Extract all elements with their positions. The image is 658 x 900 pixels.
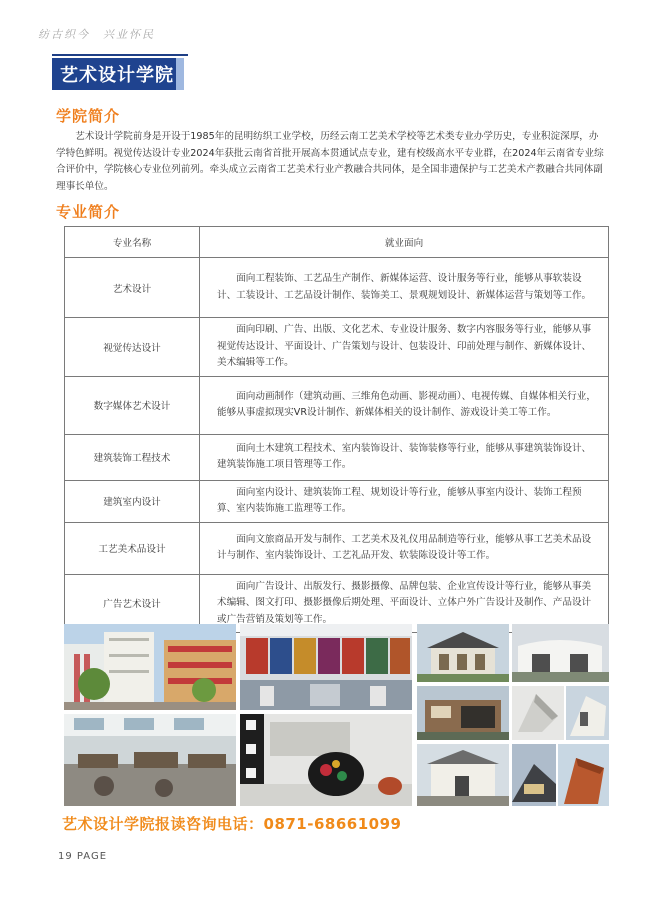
photo-workshop — [64, 714, 236, 806]
photo-exhibition-hall — [240, 624, 412, 710]
major-name: 视觉传达设计 — [65, 318, 200, 377]
photo-architecture-3 — [417, 686, 509, 740]
major-name: 建筑室内设计 — [65, 480, 200, 522]
table-row — [65, 434, 609, 480]
photo-ceramic-display — [240, 714, 412, 806]
photo-architecture-2 — [512, 624, 609, 682]
intro-text: 艺术设计学院前身是开设于1985年的昆明纺织工业学校，历经云南工艺美术学校等艺术类专业办学历史，专业积淀深厚，办学特色鲜明。视觉传达设计专业2024年获批云南省首批开展高本贯通试点专业，建有校级高水平专业群，在2024年云南省专业综合评价中，学院核心专业位列前列。牵头成立云南省工艺美术行业产教融合共同体，是全国非遗保护与工艺美术产教融合共同体副理事长单位。 — [56, 131, 604, 192]
major-name: 艺术设计 — [65, 258, 200, 318]
photo-architecture-6 — [417, 744, 509, 806]
photo-architecture-7 — [512, 744, 556, 806]
col-header-direction: 就业面向 — [200, 227, 609, 258]
table-row — [65, 376, 609, 434]
photo-architecture-5 — [566, 686, 609, 740]
major-name: 数字媒体艺术设计 — [65, 376, 200, 434]
college-title: 艺术设计学院 — [60, 65, 174, 86]
photo-campus-building — [64, 624, 236, 710]
major-desc: 面向广告设计、出版发行、摄影摄像、品牌包装、企业宣传设计等行业，能够从事美术编辑、图文打印、摄影摄像后期处理、平面设计、立体户外广告设计及制作、产品设计或广告营销及策划等工作。 — [200, 574, 609, 633]
major-desc: 面向动画制作（建筑动画、三维角色动画、影视动画）、电视传媒、自媒体相关行业，能够从事虚拟现实VR设计制作、新媒体相关的设计制作、游戏设计美工等工作。 — [200, 376, 609, 434]
photo-architecture-4 — [512, 686, 564, 740]
consultation-phone: 艺术设计学院报读咨询电话：0871-68661099 — [62, 815, 402, 833]
page-number: 19 PAGE — [58, 851, 108, 862]
majors-table — [64, 226, 609, 633]
major-desc: 面向印刷、广告、出版、文化艺术、专业设计服务、数字内容服务等行业，能够从事视觉传达设计、平面设计、广告策划与设计、包装设计、印前处理与制作、新媒体设计、美术编辑等工作。 — [200, 318, 609, 377]
major-desc: 面向土木建筑工程技术、室内装饰设计、装饰装修等行业，能够从事建筑装饰设计、建筑装饰施工项目管理等工作。 — [200, 434, 609, 480]
motto: 纺古织今 兴业怀民 — [38, 28, 155, 41]
majors-heading: 专业简介 — [56, 203, 121, 221]
photo-architecture-8 — [558, 744, 609, 806]
major-name: 建筑装饰工程技术 — [65, 434, 200, 480]
major-name: 广告艺术设计 — [65, 574, 200, 633]
major-desc: 面向室内设计、建筑装饰工程、规划设计等行业，能够从事室内设计、装饰工程预算、室内装饰施工监理等工作。 — [200, 480, 609, 522]
intro-heading: 学院简介 — [56, 107, 121, 125]
col-header-name: 专业名称 — [65, 227, 200, 258]
major-name: 工艺美术品设计 — [65, 522, 200, 574]
table-header-row — [65, 227, 609, 258]
header-rule — [52, 54, 188, 56]
photo-architecture-1 — [417, 624, 509, 682]
major-desc: 面向文旅商品开发与制作、工艺美术及礼仪用品制造等行业，能够从事工艺美术品设计与制作、室内装饰设计、工艺礼品开发、软装陈设设计等工作。 — [200, 522, 609, 574]
major-desc: 面向工程装饰、工艺品生产制作、新媒体运营、设计服务等行业，能够从事软装设计、工装设计、工艺品设计制作、装饰美工、景观规划设计、新媒体运营与策划等工作。 — [200, 258, 609, 318]
table-row — [65, 480, 609, 522]
table-row — [65, 522, 609, 574]
table-row — [65, 318, 609, 377]
table-row — [65, 258, 609, 318]
header-stripe — [176, 58, 184, 90]
